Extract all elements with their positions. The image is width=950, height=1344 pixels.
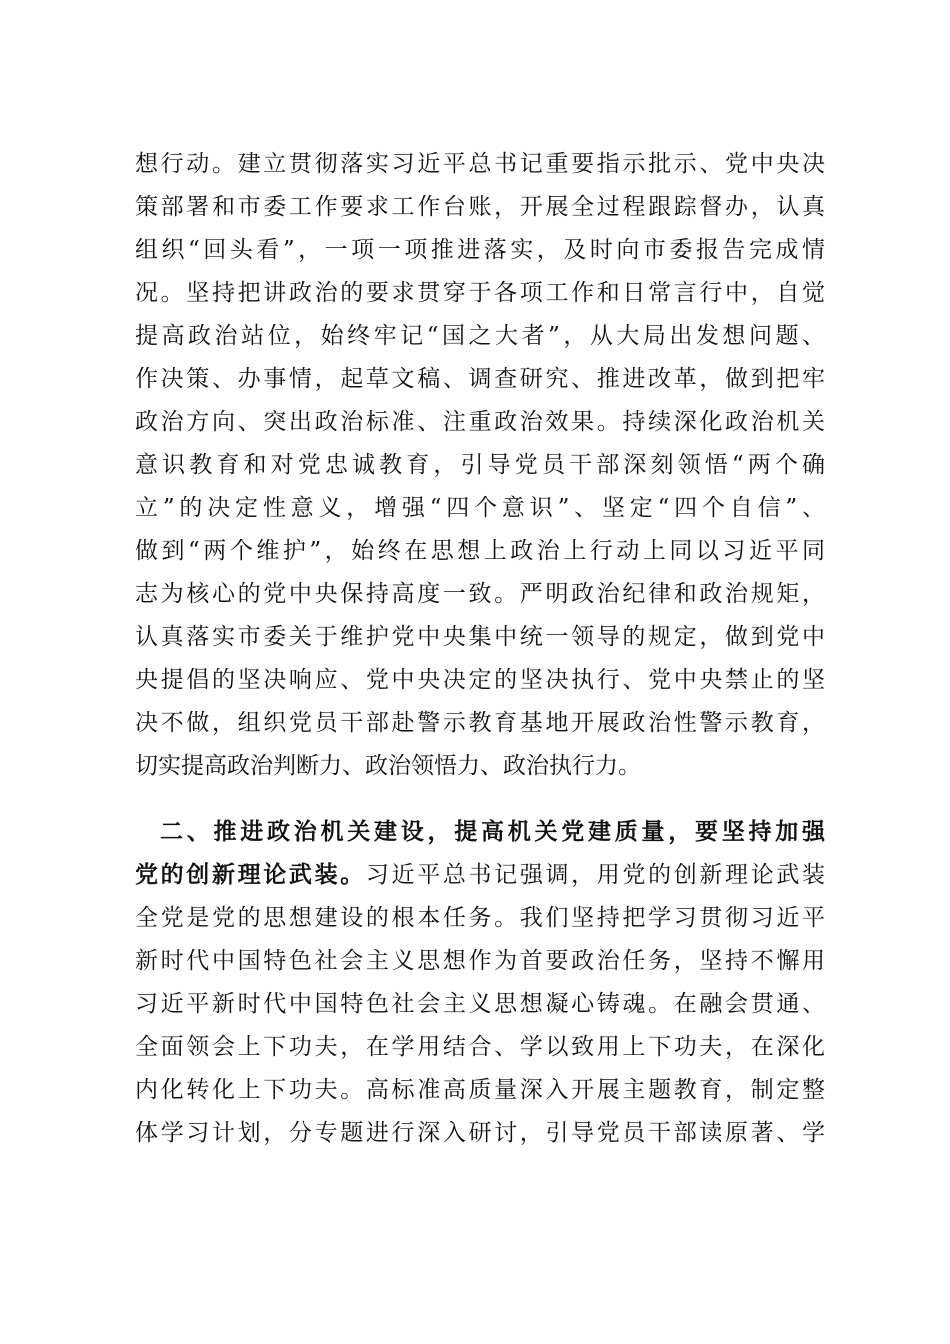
text-line: 全党是党的思想建设的根本任务。我们坚持把学习贯彻习近平 xyxy=(135,905,825,931)
text-line: 志为核心的党中央保持高度一致。严明政治纪律和政治规矩， xyxy=(135,581,825,607)
text-line: 新时代中国特色社会主义思想作为首要政治任务，坚持不懈用 xyxy=(135,948,825,974)
text-line xyxy=(135,855,825,895)
text-line: 作决策、办事情，起草文稿、调查研究、推进改革，做到把牢 xyxy=(135,366,825,392)
text-line: 体学习计划，分专题进行深入研讨，引导党员干部读原著、学 xyxy=(135,1120,825,1146)
text-line: 况。坚持把讲政治的要求贯穿于各项工作和日常言行中，自觉 xyxy=(135,280,825,306)
text-line: 习近平新时代中国特色社会主义思想凝心铸魂。在融会贯通、 xyxy=(135,991,825,1017)
text-segment: 习近平总书记强调，用党的创新理论武装 xyxy=(365,862,825,888)
text-line: 组织“回头看”，一项一项推进落实，及时向市委报告完成情 xyxy=(135,237,825,263)
text-line: 内化转化上下功夫。高标准高质量深入开展主题教育，制定整 xyxy=(135,1077,825,1103)
section-heading: 二、推进政治机关建设，提高机关党建质量，要坚持加强 xyxy=(160,819,825,845)
text-line: 央提倡的坚决响应、党中央决定的坚决执行、党中央禁止的坚 xyxy=(135,667,825,693)
text-line: 全面领会上下功夫，在学用结合、学以致用上下功夫，在深化 xyxy=(135,1034,825,1060)
text-line: 决不做，组织党员干部赴警示教育基地开展政治性警示教育， xyxy=(135,710,825,736)
section-heading-continued: 党的创新理论武装。 xyxy=(135,862,366,888)
text-line: 意识教育和对党忠诚教育，引导党员干部深刻领悟“两个确 xyxy=(135,452,825,478)
text-line: 认真落实市委关于维护党中央集中统一领导的规定，做到党中 xyxy=(135,624,825,650)
text-line: 想行动。建立贯彻落实习近平总书记重要指示批示、党中央决 xyxy=(135,151,825,177)
text-line: 切实提高政治判断力、政治领悟力、政治执行力。 xyxy=(135,753,641,779)
text-line: 提高政治站位，始终牢记“国之大者”，从大局出发想问题、 xyxy=(135,323,825,349)
text-line: 立”的决定性意义，增强“四个意识”、坚定“四个自信”、 xyxy=(135,495,825,521)
text-line: 做到“两个维护”，始终在思想上政治上行动上同以习近平同 xyxy=(135,538,825,564)
text-line: 策部署和市委工作要求工作台账，开展全过程跟踪督办，认真 xyxy=(135,194,825,220)
text-line: 政治方向、突出政治标准、注重政治效果。持续深化政治机关 xyxy=(135,409,825,435)
